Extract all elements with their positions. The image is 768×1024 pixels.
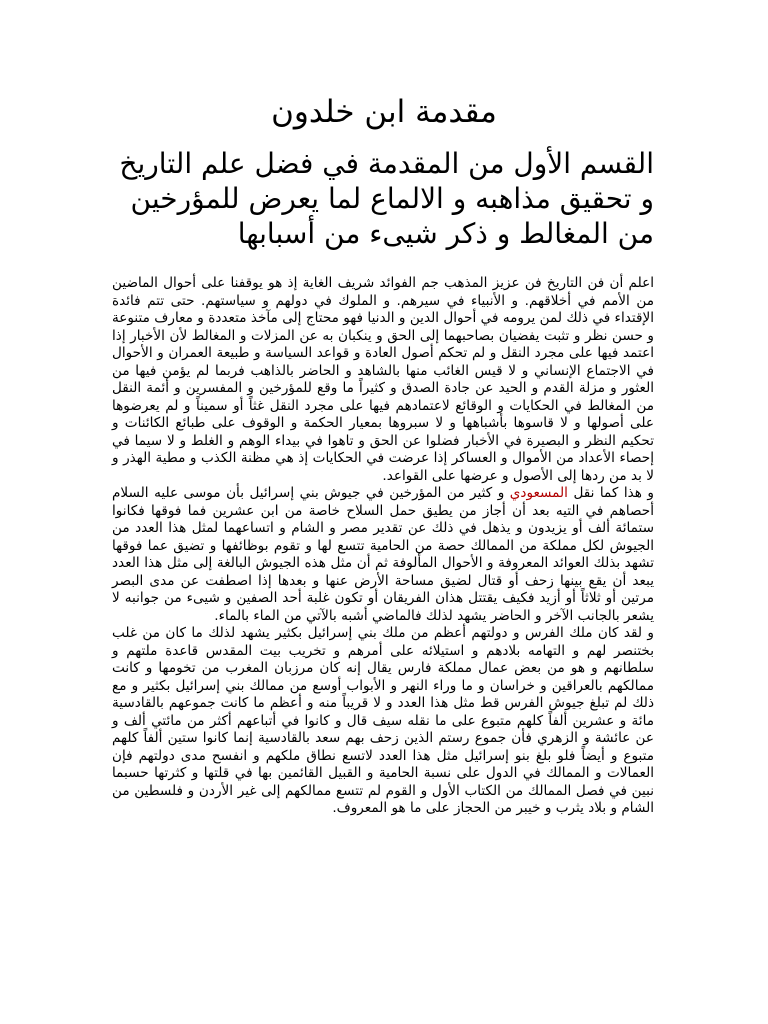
section-title: القسم الأول من المقدمة في فضل علم التاريخ و تحقيق مذاهبه و الالماع لما يعرض للمؤرخين من المغالط و ذكر شيىء من أسبابها	[119, 147, 654, 250]
page-title: مقدمة ابن خلدون	[271, 94, 497, 130]
document-body	[0, 275, 768, 818]
paragraph	[112, 485, 654, 625]
paragraph: و لقد كان ملك الفرس و دولتهم أعظم من ملك بني إسرائيل بكثير يشهد لذلك ما كان من غلب بختنصر لهم و التهامه بلادهم و استيلائه على أمرهم و تخريب بيت المقدس قاعدة ملتهم و سلطانهم و هو من بعض عمال مملكة فارس يقال إنه كان مرزبان المغرب من تخومها و كانت ممالكهم بالعراقين و خراسان و ما وراء النهر و الأبواب أوسع من ممالك بني إسرائيل بكثير و مع ذلك لم تبلغ جيوش الفرس قط مثل هذا العدد و لا قريباً منه و أعظم ما كانت جموعهم بالقادسية مائة و عشرين ألفاً كلهم متبوع على ما نقله سيف قال و كانوا في أتباعهم أكثر من مائتي ألف و عن عائشة و الزهري فأن جموع رستم الذين زحف بهم سعد بالقادسية إنما كانوا ستين ألفاً كلهم متبوع و أيضاً فلو بلغ بنو إسرائيل مثل هذا العدد لاتسع نطاق ملكهم و انفسح مدى دولتهم فإن العمالات و الممالك في الدول على نسبة الحامية و القبيل القائمين بها في قلتها و كثرتها حسبما نبين في فصل الممالك من الكتاب الأول و القوم لم تتسع ممالكهم إلى غير الأردن و فلسطين من الشام و بلاد يثرب و خيبر من الحجاز على ما هو المعروف.	[112, 625, 654, 816]
paragraph: اعلم أن فن التاريخ فن عزيز المذهب جم الفوائد شريف الغاية إذ هو يوقفنا على أحوال الماضين من الأمم في أخلاقهم. و الأنبياء في سيرهم. و الملوك في دولهم و سياستهم. حتى تتم فائدة الإقتداء في ذلك لمن يرومه في أحوال الدين و الدنيا فهو محتاج إلى مآخذ متعددة و معارف متنوعة و حسن نظر و تثبت يفضيان بصاحبهما إلى الحق و ينكبان به عن المزلات و المغالط لأن الأخبار إذا اعتمد فيها على مجرد النقل و لم تحكم أصول العادة و قواعد السياسة و طبيعة العمران و الأحوال في الاجتماع الإنساني و لا قيس الغائب منها بالشاهد و الحاضر بالذاهب فربما لم يؤمن فيها من العثور و مزلة القدم و الحيد عن جادة الصدق و كثيراً ما وقع للمؤرخين و المفسرين و أئمة النقل من المغالط في الحكايات و الوقائع لاعتمادهم فيها على مجرد النقل غثاً أو سميناً و لم يعرضوها على أصولها و لا قاسوها بأشباهها و لا سبروها بمعيار الحكمة و الوقوف على طبائع الكائنات و تحكيم النظر و البصيرة في الأخبار فضلوا عن الحق و تاهوا في بيداء الوهم و الغلط و لا سيما في إحصاء الأعداد من الأموال و العساكر إذا عرضت في الحكايات إذ هي مظنة الكذب و مطية الهذر و لا بد من ردها إلى الأصول و عرضها على القواعد.	[112, 275, 654, 484]
highlighted-name: المسعودي	[509, 485, 568, 501]
paragraph-text: و هذا كما نقل	[567, 485, 654, 501]
paragraph-text: و كثير من المؤرخين في جيوش بني إسرائيل بأن موسى عليه السلام أحصاهم في التيه بعد أن أجاز من يطيق حمل السلاح خاصة من ابن عشرين فما فوقها فكانوا ستمائة ألف أو يزيدون و يذهل في ذلك عن تقدير مصر و الشام و اتساعهما لمثل هذا العدد من الجيوش لكل مملكة من الممالك حصة من الحامية تتسع لها و تقوم بوظائفها و تضيق عما فوقها تشهد بذلك العوائد المعروفة و الأحوال المألوفة ثم أن مثل هذه الجيوش البالغة إلى مثل هذا العدد يبعد أن يقع بينها زحف أو قتال لضيق مساحة الأرض عنها و بعدها إذا اصطفت عن مدى البصر مرتين أو ثلاثاً أو أزيد فكيف يقتتل هذان الفريقان أو تكون غلبة أحد الصفين و شيىء من جوانبه لا يشعر بالجانب الآخر و الحاضر يشهد لذلك فالماضي أشبه بالآتي من الماء بالماء.	[112, 485, 654, 624]
